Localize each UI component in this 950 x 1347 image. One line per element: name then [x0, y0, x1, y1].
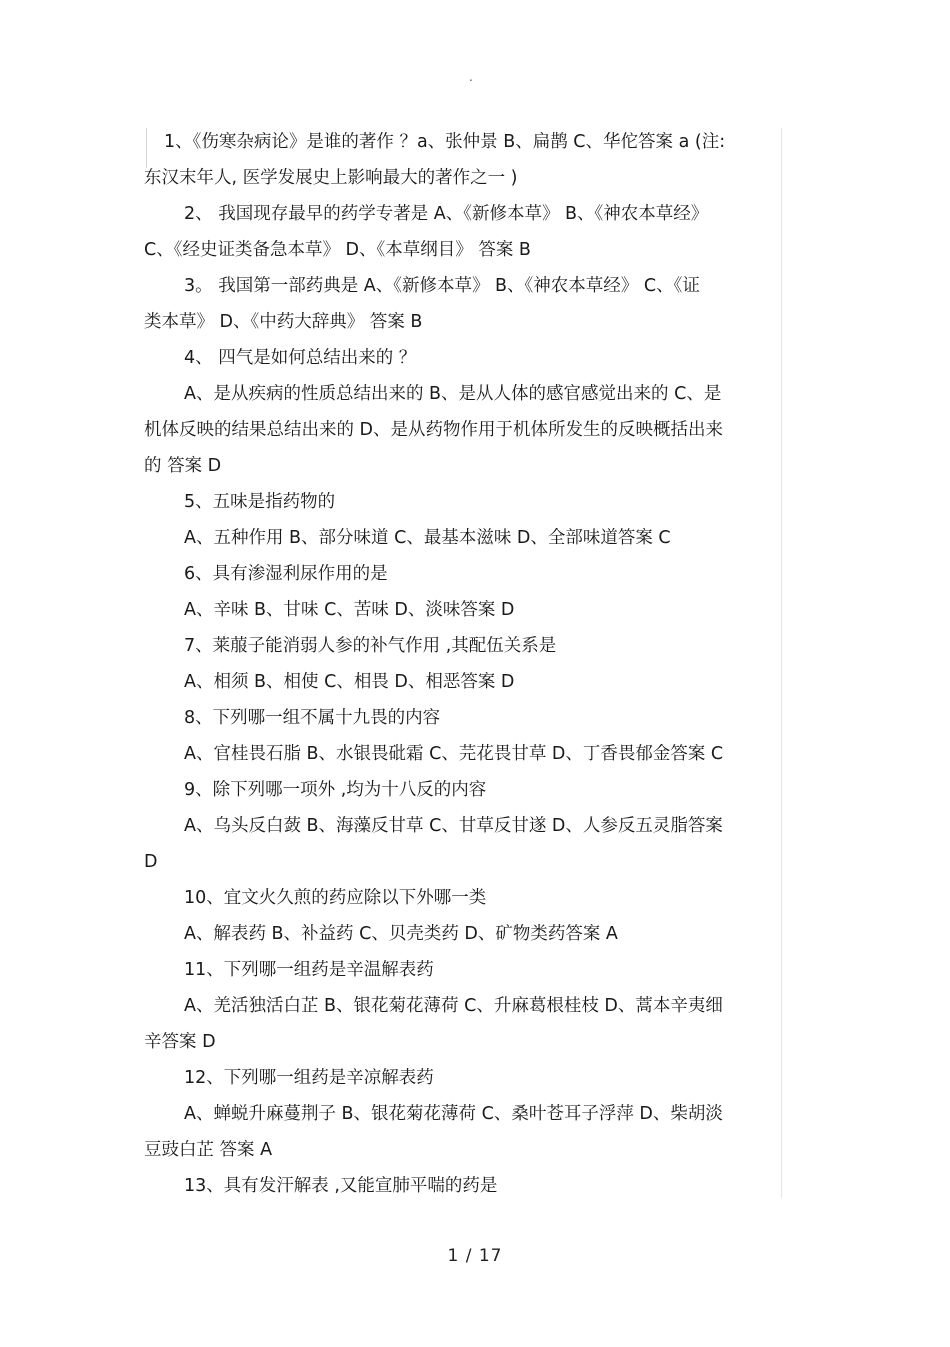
text-line: A、蝉蜕升麻蔓荆子 B、银花菊花薄荷 C、桑叶苍耳子浮萍 D、柴胡淡: [184, 1104, 723, 1124]
text-line: C、《经史证类备急本草》 D、《本草纲目》 答案 B: [144, 240, 531, 260]
text-line: 3。 我国第一部药典是 A、《新修本草》 B、《神农本草经》 C、《证: [184, 276, 700, 296]
text-line: 类本草》 D、《中药大辞典》 答案 B: [144, 312, 423, 332]
text-line: A、解表药 B、补益药 C、贝壳类药 D、矿物类药答案 A: [184, 924, 618, 944]
text-line: A、辛味 B、甘味 C、苦味 D、淡味答案 D: [184, 600, 515, 620]
text-line: A、羌活独活白芷 B、银花菊花薄荷 C、升麻葛根桂枝 D、蒿本辛夷细: [184, 996, 723, 1016]
text-line: 6、具有渗湿利尿作用的是: [184, 564, 388, 584]
document-body: [144, 124, 784, 1204]
text-line: D: [144, 852, 158, 872]
text-line: 的 答案 D: [144, 456, 222, 476]
text-line: A、官桂畏石脂 B、水银畏砒霜 C、芫花畏甘草 D、丁香畏郁金答案 C: [184, 744, 724, 764]
text-line: A、乌头反白蔹 B、海藻反甘草 C、甘草反甘遂 D、人参反五灵脂答案: [184, 816, 723, 836]
text-line: 9、除下列哪一项外 ,均为十八反的内容: [184, 780, 487, 800]
text-line: 1、《伤寒杂病论》是谁的著作 ？a、张仲景 B、扁鹊 C、华佗答案 a (注:: [164, 132, 726, 152]
text-line: 2、 我国现存最早的药学专著是 A、《新修本草》 B、《神农本草经》: [184, 204, 709, 224]
text-line: 11、下列哪一组药是辛温解表药: [184, 960, 434, 980]
text-line: 辛答案 D: [144, 1032, 216, 1052]
text-line: 4、 四气是如何总结出来的 ？: [184, 348, 417, 368]
text-line: 5、五味是指药物的: [184, 492, 336, 512]
text-line: 13、具有发汗解表 ,又能宣肺平喘的药是: [184, 1176, 498, 1196]
text-line: 8、下列哪一组不属十九畏的内容: [184, 708, 441, 728]
page-number: 1 / 17: [447, 1246, 503, 1266]
text-line: 机体反映的结果总结出来的 D、是从药物作用于机体所发生的反映概括出来: [144, 420, 724, 440]
text-line: A、相须 B、相使 C、相畏 D、相恶答案 D: [184, 672, 515, 692]
header-mark: .: [469, 70, 473, 84]
text-line: 豆豉白芷 答案 A: [144, 1140, 273, 1160]
text-line: 12、下列哪一组药是辛凉解表药: [184, 1068, 434, 1088]
text-line: 10、宜文火久煎的药应除以下外哪一类: [184, 888, 487, 908]
text-line: 7、莱菔子能消弱人参的补气作用 ,其配伍关系是: [184, 636, 557, 656]
text-line: A、五种作用 B、部分味道 C、最基本滋味 D、全部味道答案 C: [184, 528, 671, 548]
text-line: 东汉末年人, 医学发展史上影响最大的著作之一 ): [144, 168, 518, 188]
text-line: A、是从疾病的性质总结出来的 B、是从人体的感官感觉出来的 C、是: [184, 384, 722, 404]
